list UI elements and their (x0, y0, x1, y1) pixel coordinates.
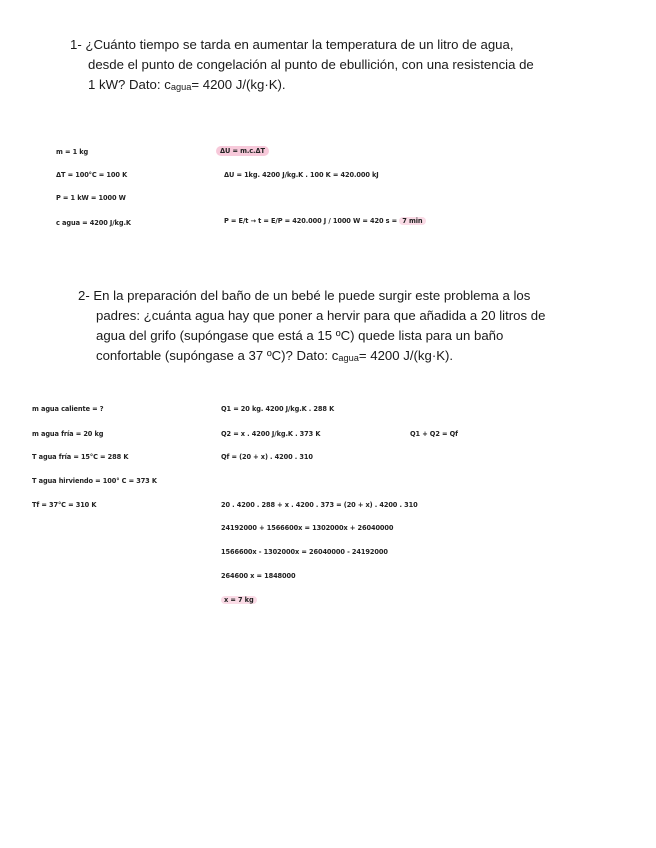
sol1-power: P = 1 kW = 1000 W (56, 194, 126, 202)
question-1-line-3: 1 kW? Dato: $c_{agua}= 4200$ J/(kg·K). (88, 77, 286, 92)
sol2-final-temp: Tf = 37°C = 310 K (32, 501, 97, 509)
sol1-time-result: 7 min (399, 217, 425, 225)
sol1-specific-heat: c agua = 4200 J/kg.K (56, 219, 131, 227)
sol2-work-1: 20 . 4200 . 288 + x . 4200 . 373 = (20 + x) . 4200 . 310 (221, 501, 418, 509)
sol1-time (224, 216, 426, 226)
sol1-calc: ΔU = 1kg. 4200 J/kg.K . 100 K = 420.000 kJ (224, 171, 379, 179)
sol2-work-2: 24192000 + 1566600x = 1302000x + 26040000 (221, 524, 394, 532)
sol2-cold-temp: T agua fría = 15°C = 288 K (32, 453, 129, 461)
sol1-formula: ΔU = m.c.ΔT (216, 146, 269, 156)
sol2-qf: Qf = (20 + x) . 4200 . 310 (221, 453, 313, 461)
sol2-boiling-temp: T agua hirviendo = 100° C = 373 K (32, 477, 157, 485)
question-2-line-1: 2- En la preparación del baño de un bebé le puede surgir este problema a los (78, 288, 531, 303)
sol2-q2: Q2 = x . 4200 J/kg.K . 373 K (221, 430, 321, 438)
question-2-line-4: confortable (supóngase a 37 ºC)? Dato: $c_{agua}= 4200$ J/(kg·K). (96, 348, 454, 363)
sol2-result: x = 7 kg (221, 596, 257, 604)
sol1-time-calc: P = E/t → t = E/P = 420.000 J / 1000 W = 420 s = (224, 217, 398, 225)
sol2-result-wrap (221, 595, 257, 605)
sol2-hot-mass: m agua caliente = ? (32, 405, 104, 413)
question-2-line-3: agua del grifo (supóngase que está a 15 ºC) quede lista para un baño (96, 328, 504, 343)
sol2-work-3: 1566600x - 1302000x = 26040000 - 24192000 (221, 548, 388, 556)
sol1-mass: m = 1 kg (56, 148, 89, 156)
sol2-work-4: 264600 x = 1848000 (221, 572, 296, 580)
sol2-cold-mass: m agua fría = 20 kg (32, 430, 104, 438)
question-1 (70, 35, 562, 97)
question-2 (78, 286, 554, 368)
sol2-balance: Q1 + Q2 = Qf (410, 430, 458, 438)
sol1-delta-t: ΔT = 100°C = 100 K (56, 171, 128, 179)
question-2-line-2: padres: ¿cuánta agua hay que poner a hervir para que añadida a 20 litros de (96, 308, 546, 323)
question-1-line-2: desde el punto de congelación al punto de ebullición, con una resistencia de (88, 57, 534, 72)
question-1-line-1: 1- ¿Cuánto tiempo se tarda en aumentar la temperatura de un litro de agua, (70, 37, 514, 52)
sol1-formula-wrap (216, 146, 269, 156)
sol2-q1: Q1 = 20 kg. 4200 J/kg.K . 288 K (221, 405, 335, 413)
